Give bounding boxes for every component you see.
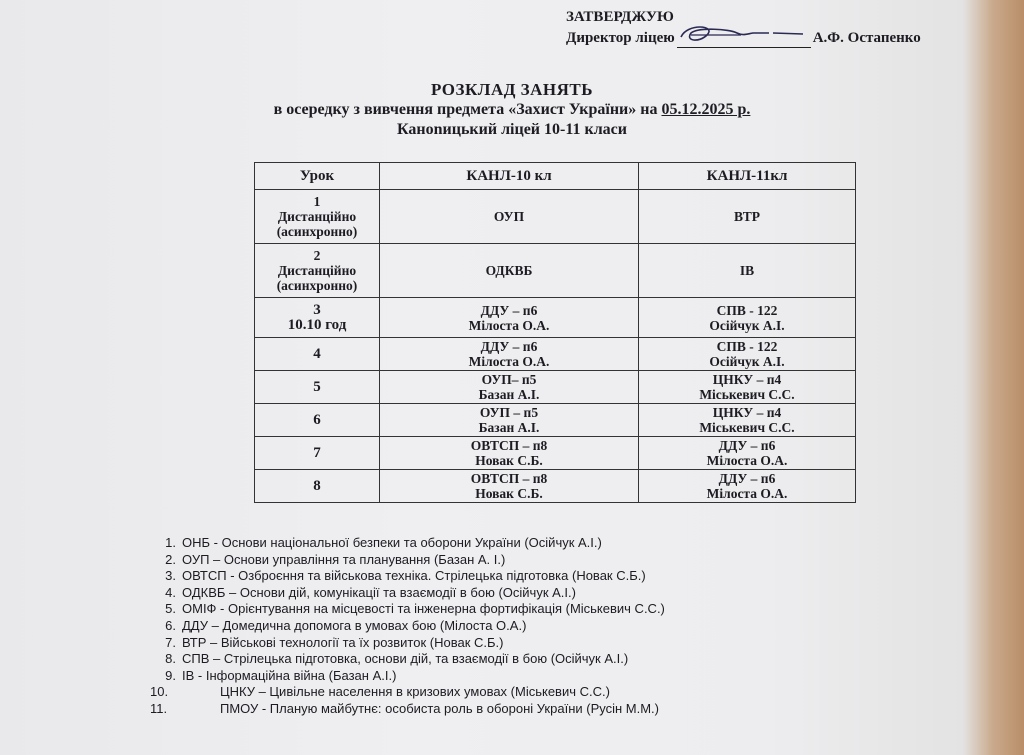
page-title: РОЗКЛАД ЗАНЯТЬ (430, 80, 594, 99)
class-11-cell: СПВ - 122 Осійчук А.І. (639, 338, 856, 371)
lesson-cell: 7 (255, 437, 380, 470)
table-row (255, 190, 856, 244)
school-name: Канonицький ліцей 10-11 класи (397, 121, 627, 138)
signature-icon (677, 21, 811, 49)
list-item: 6. ДДУ – Домедична допомога в умовах бою (Мілоста О.А.) (165, 617, 527, 633)
header-class-11: КАНЛ-11кл (639, 163, 856, 190)
table-row (255, 338, 856, 371)
table-row (255, 470, 856, 503)
table-header-row (255, 163, 856, 190)
schedule-table (254, 162, 856, 503)
director-position: Директор ліцею (566, 30, 675, 46)
header-lesson: Урок (255, 163, 380, 190)
list-item: 9. ІВ - Інформаційна війна (Базан А.І.) (165, 667, 397, 683)
lesson-cell: 4 (255, 338, 380, 371)
lesson-cell: 8 (255, 470, 380, 503)
lesson-cell: 2 Дистанційно (асинхронно) (255, 244, 380, 298)
table-row (255, 371, 856, 404)
lesson-cell: 6 (255, 404, 380, 437)
class-11-cell: ДДУ – п6 Мілоста О.А. (639, 470, 856, 503)
lesson-cell: 1 Дистанційно (асинхронно) (255, 190, 380, 244)
class-11-cell: ЦНКУ – п4 Міськевич С.С. (639, 371, 856, 404)
list-item: 1. ОНБ - Основи національної безпеки та оборони України (Осійчук А.І.) (165, 535, 602, 550)
class-10-cell: ОВТСП – п8 Новак С.Б. (380, 470, 639, 503)
list-item: 4. ОДКВБ – Основи дій, комунікації та взаємодії в бою (Осійчук А.І.) (165, 584, 576, 600)
table-row (255, 404, 856, 437)
schedule-date: 05.12.2025 р. (661, 101, 751, 118)
class-10-cell: ОУП (380, 190, 639, 244)
subtitle-text: в осередку з вивчення предмета «Захист України» на (273, 101, 662, 118)
class-11-cell: ЦНКУ – п4 Міськевич С.С. (639, 404, 856, 437)
table-row (255, 298, 856, 338)
list-item: 2. ОУП – Основи управління та планування (Базан А. І.) (165, 551, 506, 567)
list-item: 7. ВТР – Військові технології та їх розвиток (Новак С.Б.) (165, 634, 504, 650)
list-item: 10. ЦНКУ – Цивільне населення в кризових умовах (Міськевич С.С.) (150, 684, 610, 700)
class-10-cell: ДДУ – п6 Мілоста О.А. (380, 338, 639, 371)
list-item: 3. ОВТСП - Озброєння та військова техніка. Стрілецька підготовка (Новак С.Б.) (165, 568, 646, 584)
lesson-cell: 5 (255, 371, 380, 404)
class-11-cell: ІВ (639, 244, 856, 298)
class-10-cell: ОВТСП – п8 Новак С.Б. (380, 437, 639, 470)
class-11-cell: ВТР (639, 190, 856, 244)
list-item: 8. СПВ – Стрілецька підготовка, основи дій, та взаємодії в бою (Осійчук А.І.) (165, 651, 629, 667)
approval-block (566, 8, 921, 48)
class-10-cell: ОУП – п5 Базан А.І. (380, 404, 639, 437)
abbreviation-legend (150, 535, 665, 718)
class-11-cell: СПВ - 122 Осійчук А.І. (639, 298, 856, 338)
signature-line (677, 27, 811, 48)
table-row (255, 244, 856, 298)
class-11-cell: ДДУ – п6 Мілоста О.А. (639, 437, 856, 470)
class-10-cell: ОДКВБ (380, 244, 639, 298)
table-row (255, 437, 856, 470)
list-item: 5. ОМІФ - Орієнтування на місцевості та інженерна фортифікація (Міськевич С.С.) (165, 601, 665, 617)
director-name: А.Ф. Остапенко (812, 30, 921, 46)
page-subtitle (0, 101, 1024, 119)
list-item: 11. ПМОУ - Планую майбутнє: особиста роль в обороні України (Русін М.М.) (150, 700, 659, 716)
approve-word: ЗАТВЕРДЖУЮ (566, 9, 674, 25)
header-class-10: КАНЛ-10 кл (380, 163, 639, 190)
class-10-cell: ОУП– п5 Базан А.І. (380, 371, 639, 404)
approval-line (566, 27, 921, 48)
lesson-cell: 3 10.10 год (255, 298, 380, 338)
class-10-cell: ДДУ – п6 Мілоста О.А. (380, 298, 639, 338)
